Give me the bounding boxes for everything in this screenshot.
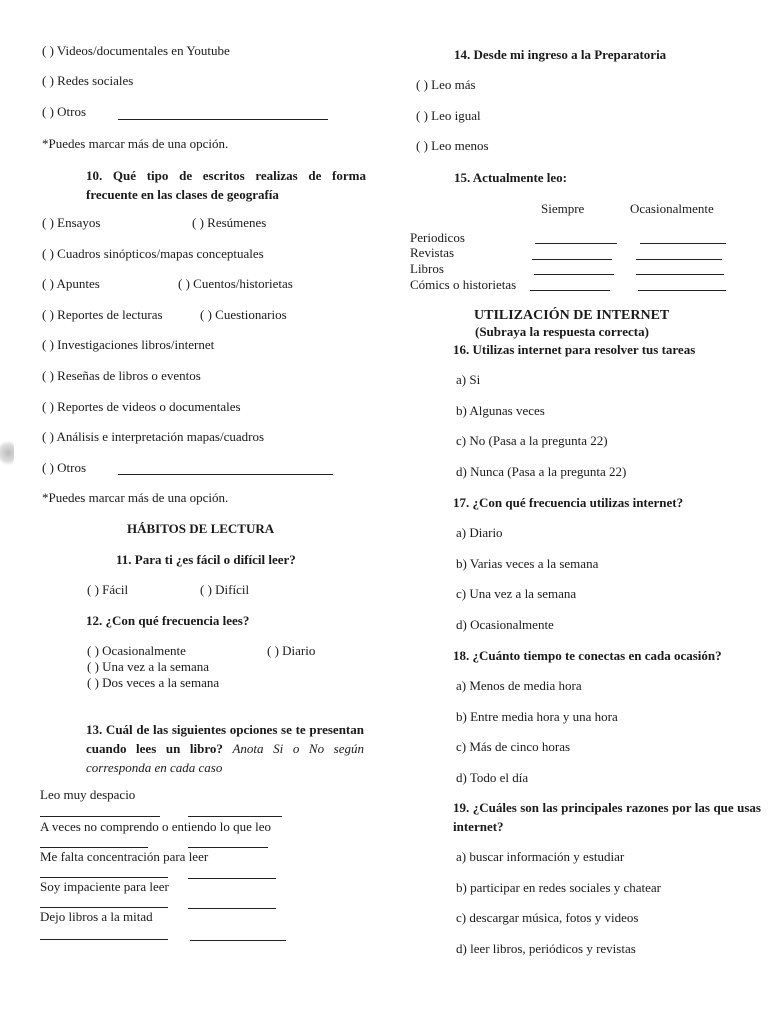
note-multiple-1: *Puedes marcar más de una opción.: [42, 136, 229, 151]
scan-artifact: [0, 440, 14, 466]
section-habitos-lectura: HÁBITOS DE LECTURA: [127, 521, 275, 536]
q15-row-revistas: Revistas: [410, 245, 455, 260]
q10-option-cuadros[interactable]: ( ) Cuadros sinópticos/mapas conceptuales: [42, 246, 264, 261]
q17-option-d[interactable]: d) Ocasionalmente: [456, 617, 554, 632]
q12-title: 12. ¿Con qué frecuencia lees?: [86, 613, 250, 628]
q15-line-periodicos-ocasional[interactable]: [640, 243, 726, 244]
q15-col-siempre: Siempre: [541, 201, 585, 216]
q10-option-reportes-lecturas[interactable]: ( ) Reportes de lecturas: [42, 307, 163, 322]
q15-line-revistas-siempre[interactable]: [532, 259, 612, 260]
q13-title: 13. Cuál de las siguientes opciones se te presentan cuando lees un libro?: [86, 722, 364, 756]
q14-title: 14. Desde mi ingreso a la Preparatoria: [454, 47, 667, 62]
q13-line-a4[interactable]: [40, 907, 168, 908]
q12-option-diario[interactable]: ( ) Diario: [267, 643, 316, 658]
q12-option-una-vez[interactable]: ( ) Una vez a la semana: [87, 659, 209, 674]
q19-title: 19. ¿Cuáles son las principales razones por las que usas internet?: [453, 800, 761, 834]
q12-option-dos-veces[interactable]: ( ) Dos veces a la semana: [87, 675, 220, 690]
q19-option-b[interactable]: b) participar en redes sociales y chatear: [456, 880, 662, 895]
q13-item-impaciente: Soy impaciente para leer: [40, 879, 169, 894]
q9-otros-line[interactable]: [118, 119, 328, 120]
q19-option-c[interactable]: c) descargar música, fotos y videos: [456, 910, 639, 925]
q10-option-investigaciones[interactable]: ( ) Investigaciones libros/internet: [42, 337, 215, 352]
q16-option-d[interactable]: d) Nunca (Pasa a la pregunta 22): [456, 464, 627, 479]
q13-line-a3[interactable]: [40, 877, 168, 878]
q13-item-comprendo: A veces no comprendo o entiendo lo que leo: [40, 819, 272, 834]
q9-option-redes[interactable]: ( ) Redes sociales: [42, 73, 134, 88]
q10-option-otros[interactable]: ( ) Otros: [42, 460, 87, 475]
q19-option-d[interactable]: d) leer libros, periódicos y revistas: [456, 941, 636, 956]
q15-line-comics-siempre[interactable]: [530, 290, 610, 291]
note-multiple-2: *Puedes marcar más de una opción.: [42, 490, 229, 505]
q13-line-b3[interactable]: [188, 878, 276, 879]
q13-instruction: Anota Si o No según corresponda en cada caso: [86, 741, 365, 775]
q15-col-ocasionalmente: Ocasionalmente: [630, 201, 714, 216]
q15-row-comics: Cómics o historietas: [410, 277, 517, 292]
q18-option-a[interactable]: a) Menos de media hora: [456, 678, 582, 693]
q15-line-libros-siempre[interactable]: [534, 274, 614, 275]
q11-option-facil[interactable]: ( ) Fácil: [87, 582, 129, 597]
q12-option-ocasionalmente[interactable]: ( ) Ocasionalmente: [87, 643, 186, 658]
q11-option-dificil[interactable]: ( ) Difícil: [200, 582, 250, 597]
q18-option-b[interactable]: b) Entre media hora y una hora: [456, 709, 618, 724]
q10-option-analisis[interactable]: ( ) Análisis e interpretación mapas/cuadros: [42, 429, 265, 444]
q13-line-b4[interactable]: [188, 908, 276, 909]
q13-line-b1[interactable]: [188, 816, 282, 817]
q13-item-mitad: Dejo libros a la mitad: [40, 909, 153, 924]
q10-option-resumenes[interactable]: ( ) Resúmenes: [192, 215, 267, 230]
q15-line-comics-ocasional[interactable]: [638, 290, 726, 291]
q19-option-a[interactable]: a) buscar información y estudiar: [456, 849, 625, 864]
q17-option-b[interactable]: b) Varias veces a la semana: [456, 556, 599, 571]
q15-line-libros-ocasional[interactable]: [636, 274, 724, 275]
q9-option-videos[interactable]: ( ) Videos/documentales en Youtube: [42, 43, 230, 58]
q17-option-c[interactable]: c) Una vez a la semana: [456, 586, 577, 601]
section-subraya: (Subraya la respuesta correcta): [475, 324, 649, 339]
q17-option-a[interactable]: a) Diario: [456, 525, 503, 540]
q15-row-libros: Libros: [410, 261, 444, 276]
q13-item-concentracion: Me falta concentración para leer: [40, 849, 209, 864]
q15-line-periodicos-siempre[interactable]: [535, 243, 617, 244]
q15-title: 15. Actualmente leo:: [454, 170, 568, 185]
q18-title: 18. ¿Cuánto tiempo te conectas en cada ocasión?: [453, 648, 722, 663]
q10-option-ensayos[interactable]: ( ) Ensayos: [42, 215, 101, 230]
q18-option-d[interactable]: d) Todo el día: [456, 770, 529, 785]
q15-line-revistas-ocasional[interactable]: [636, 259, 722, 260]
q13-line-b5[interactable]: [190, 940, 286, 941]
q10-option-cuestionarios[interactable]: ( ) Cuestionarios: [200, 307, 287, 322]
q10-option-reportes-videos[interactable]: ( ) Reportes de videos o documentales: [42, 399, 241, 414]
q13-line-a5[interactable]: [40, 939, 168, 940]
q13-block: [86, 720, 364, 777]
q18-option-c[interactable]: c) Más de cinco horas: [456, 739, 571, 754]
q10-option-cuentos[interactable]: ( ) Cuentos/historietas: [178, 276, 293, 291]
q13-line-a2[interactable]: [40, 847, 148, 848]
q10-title: 10. Qué tipo de escritos realizas de forma frecuente en las clases de geografía: [86, 168, 366, 202]
q14-option-menos[interactable]: ( ) Leo menos: [416, 138, 489, 153]
q14-option-mas[interactable]: ( ) Leo más: [416, 77, 476, 92]
q14-option-igual[interactable]: ( ) Leo igual: [416, 108, 481, 123]
q13-line-a1[interactable]: [40, 816, 160, 817]
q9-option-otros[interactable]: ( ) Otros: [42, 104, 87, 119]
q16-option-c[interactable]: c) No (Pasa a la pregunta 22): [456, 433, 608, 448]
q16-option-a[interactable]: a) Si: [456, 372, 481, 387]
q17-title: 17. ¿Con qué frecuencia utilizas internet?: [453, 495, 684, 510]
q10-otros-line[interactable]: [118, 474, 333, 475]
q16-option-b[interactable]: b) Algunas veces: [456, 403, 545, 418]
q10-option-resenas[interactable]: ( ) Reseñas de libros o eventos: [42, 368, 201, 383]
q15-row-periodicos: Periodicos: [410, 230, 465, 245]
q16-title: 16. Utilizas internet para resolver tus tareas: [453, 342, 696, 357]
q13-item-despacio: Leo muy despacio: [40, 787, 136, 802]
q13-line-b2[interactable]: [188, 847, 268, 848]
section-utilizacion-internet: UTILIZACIÓN DE INTERNET: [474, 308, 670, 323]
q11-title: 11. Para ti ¿es fácil o difícil leer?: [116, 552, 296, 567]
q10-option-apuntes[interactable]: ( ) Apuntes: [42, 276, 100, 291]
